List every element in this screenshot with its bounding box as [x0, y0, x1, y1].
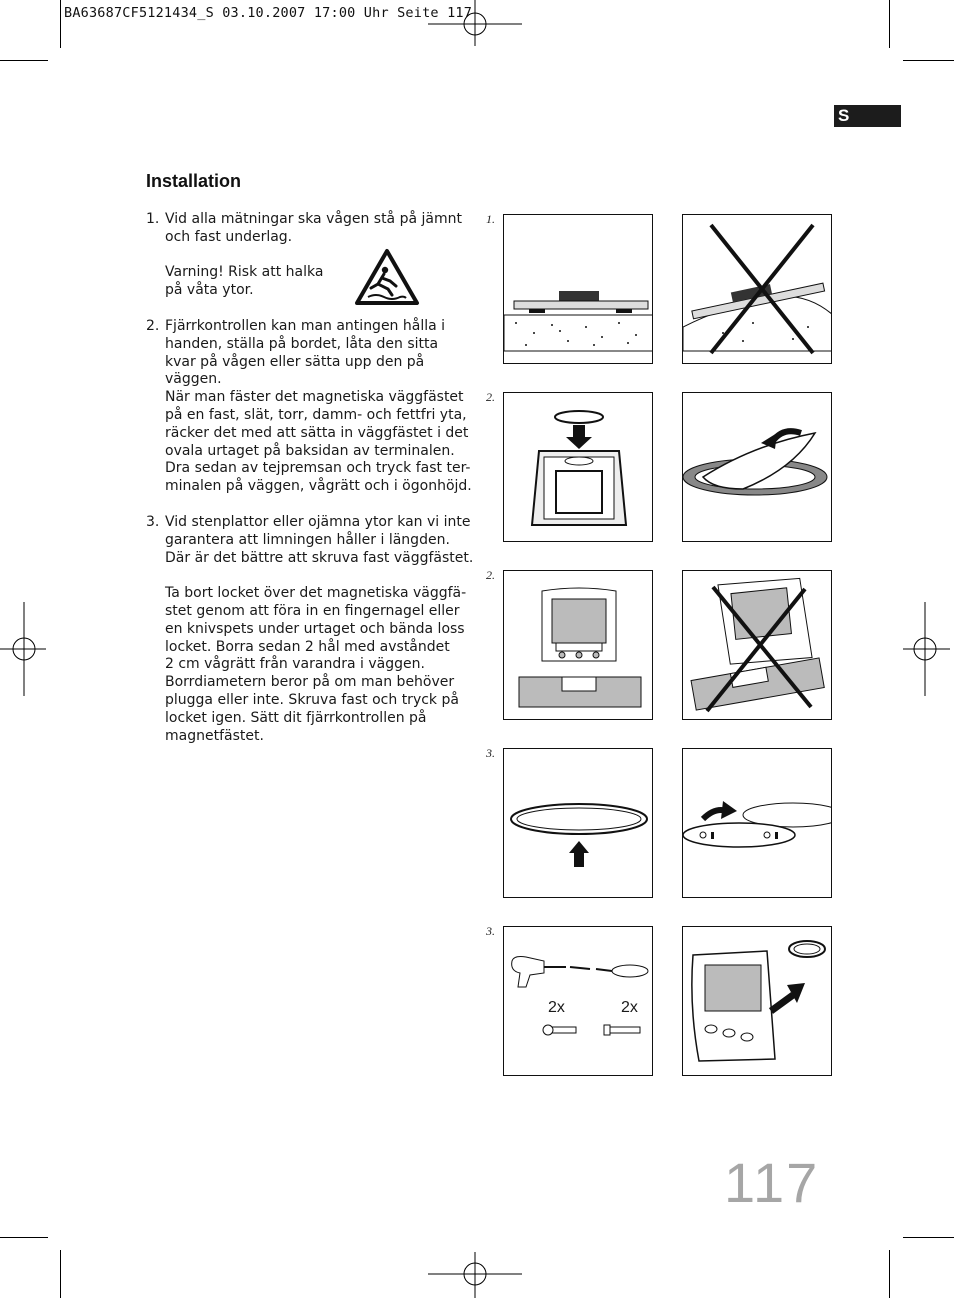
- step-text: Vid alla mätningar ska vågen stå på jämnt: [165, 211, 462, 227]
- quantity-label-plugs: 2x: [621, 999, 638, 1016]
- figure-drill-and-screws: [503, 926, 653, 1076]
- step-1: [146, 211, 476, 300]
- step-text: ovala urtaget på baksidan av terminalen.: [165, 442, 455, 459]
- step-text: räcker det med att sätta in väggfästet i det: [165, 424, 469, 441]
- step-text: Fjärrkontrollen kan man antingen hålla i: [165, 318, 446, 334]
- step-text: minalen på väggen, vågrätt och i ögonhöjd.: [165, 478, 472, 495]
- language-tab: S: [834, 105, 901, 127]
- step-text: Borrdiametern beror på om man behöver: [165, 674, 455, 691]
- step-text: handen, ställa på bordet, låta den sitta: [165, 335, 439, 352]
- print-header: BA63687CF5121434_S 03.10.2007 17:00 Uhr Seite 117: [64, 5, 473, 21]
- section-title: Installation: [146, 171, 242, 191]
- figure-label: 2.: [486, 390, 495, 404]
- step-text: en knivspets under urtaget och bända loss: [165, 620, 465, 637]
- figure-remote-mounted-tilted-crossed: [682, 570, 832, 720]
- figure-remote-mounted-level: [503, 570, 653, 720]
- step-text: på en fast, slät, torr, damm- och fettfri yta,: [165, 406, 467, 423]
- figure-attach-remote-to-bracket: [682, 926, 832, 1076]
- step-text: magnetfästet.: [165, 727, 264, 744]
- figure-label: 3.: [486, 924, 495, 938]
- step-text: locket igen. Sätt dit fjärrkontrollen på: [165, 709, 427, 726]
- step-text: locket. Borra sedan 2 hål med avståndet: [165, 638, 450, 655]
- step-text: och fast underlag.: [165, 228, 293, 245]
- figure-peel-tape-strip: [682, 392, 832, 542]
- step-2: [146, 318, 476, 496]
- step-text: väggen.: [165, 371, 222, 388]
- figure-label: 1.: [486, 212, 495, 226]
- step-number: 1.: [146, 211, 160, 227]
- step-text: När man fäster det magnetiska väggfästet: [165, 389, 464, 406]
- page-number: 117: [724, 1151, 820, 1214]
- step-text: kvar på vågen eller sätta upp den på: [165, 353, 425, 370]
- step-text: Dra sedan av tejpremsan och tryck fast ter-: [165, 460, 471, 477]
- step-text: plugga eller inte. Skruva fast och tryck på: [165, 691, 459, 708]
- step-text: Ta bort locket över det magnetiska väggfä-: [165, 585, 467, 602]
- step-number: 2.: [146, 318, 160, 334]
- slippery-floor-warning-icon: [354, 248, 420, 306]
- figure-insert-wall-bracket: [503, 392, 653, 542]
- figure-scale-on-firm-floor: [503, 214, 653, 364]
- step-3: [146, 514, 476, 745]
- warning-text: på våta ytor.: [165, 282, 254, 299]
- figure-bracket-cover: [503, 748, 653, 898]
- figure-label: 3.: [486, 746, 495, 760]
- quantity-label-screws: 2x: [548, 999, 565, 1016]
- step-text: Vid stenplattor eller ojämna ytor kan vi inte: [165, 514, 471, 530]
- step-text: garantera att limningen håller i längden.: [165, 531, 450, 548]
- step-text: 2 cm vågrätt från varandra i väggen.: [165, 656, 425, 673]
- step-number: 3.: [146, 514, 160, 530]
- warning-text: Varning! Risk att halka: [165, 264, 324, 281]
- step-text: Där är det bättre att skruva fast väggfästet.: [165, 549, 474, 566]
- figure-label: 2.: [486, 568, 495, 582]
- figure-scale-on-uneven-floor-crossed: [682, 214, 832, 364]
- figure-remove-bracket-cover: [682, 748, 832, 898]
- step-text: stet genom att föra in en fingernagel eller: [165, 602, 460, 619]
